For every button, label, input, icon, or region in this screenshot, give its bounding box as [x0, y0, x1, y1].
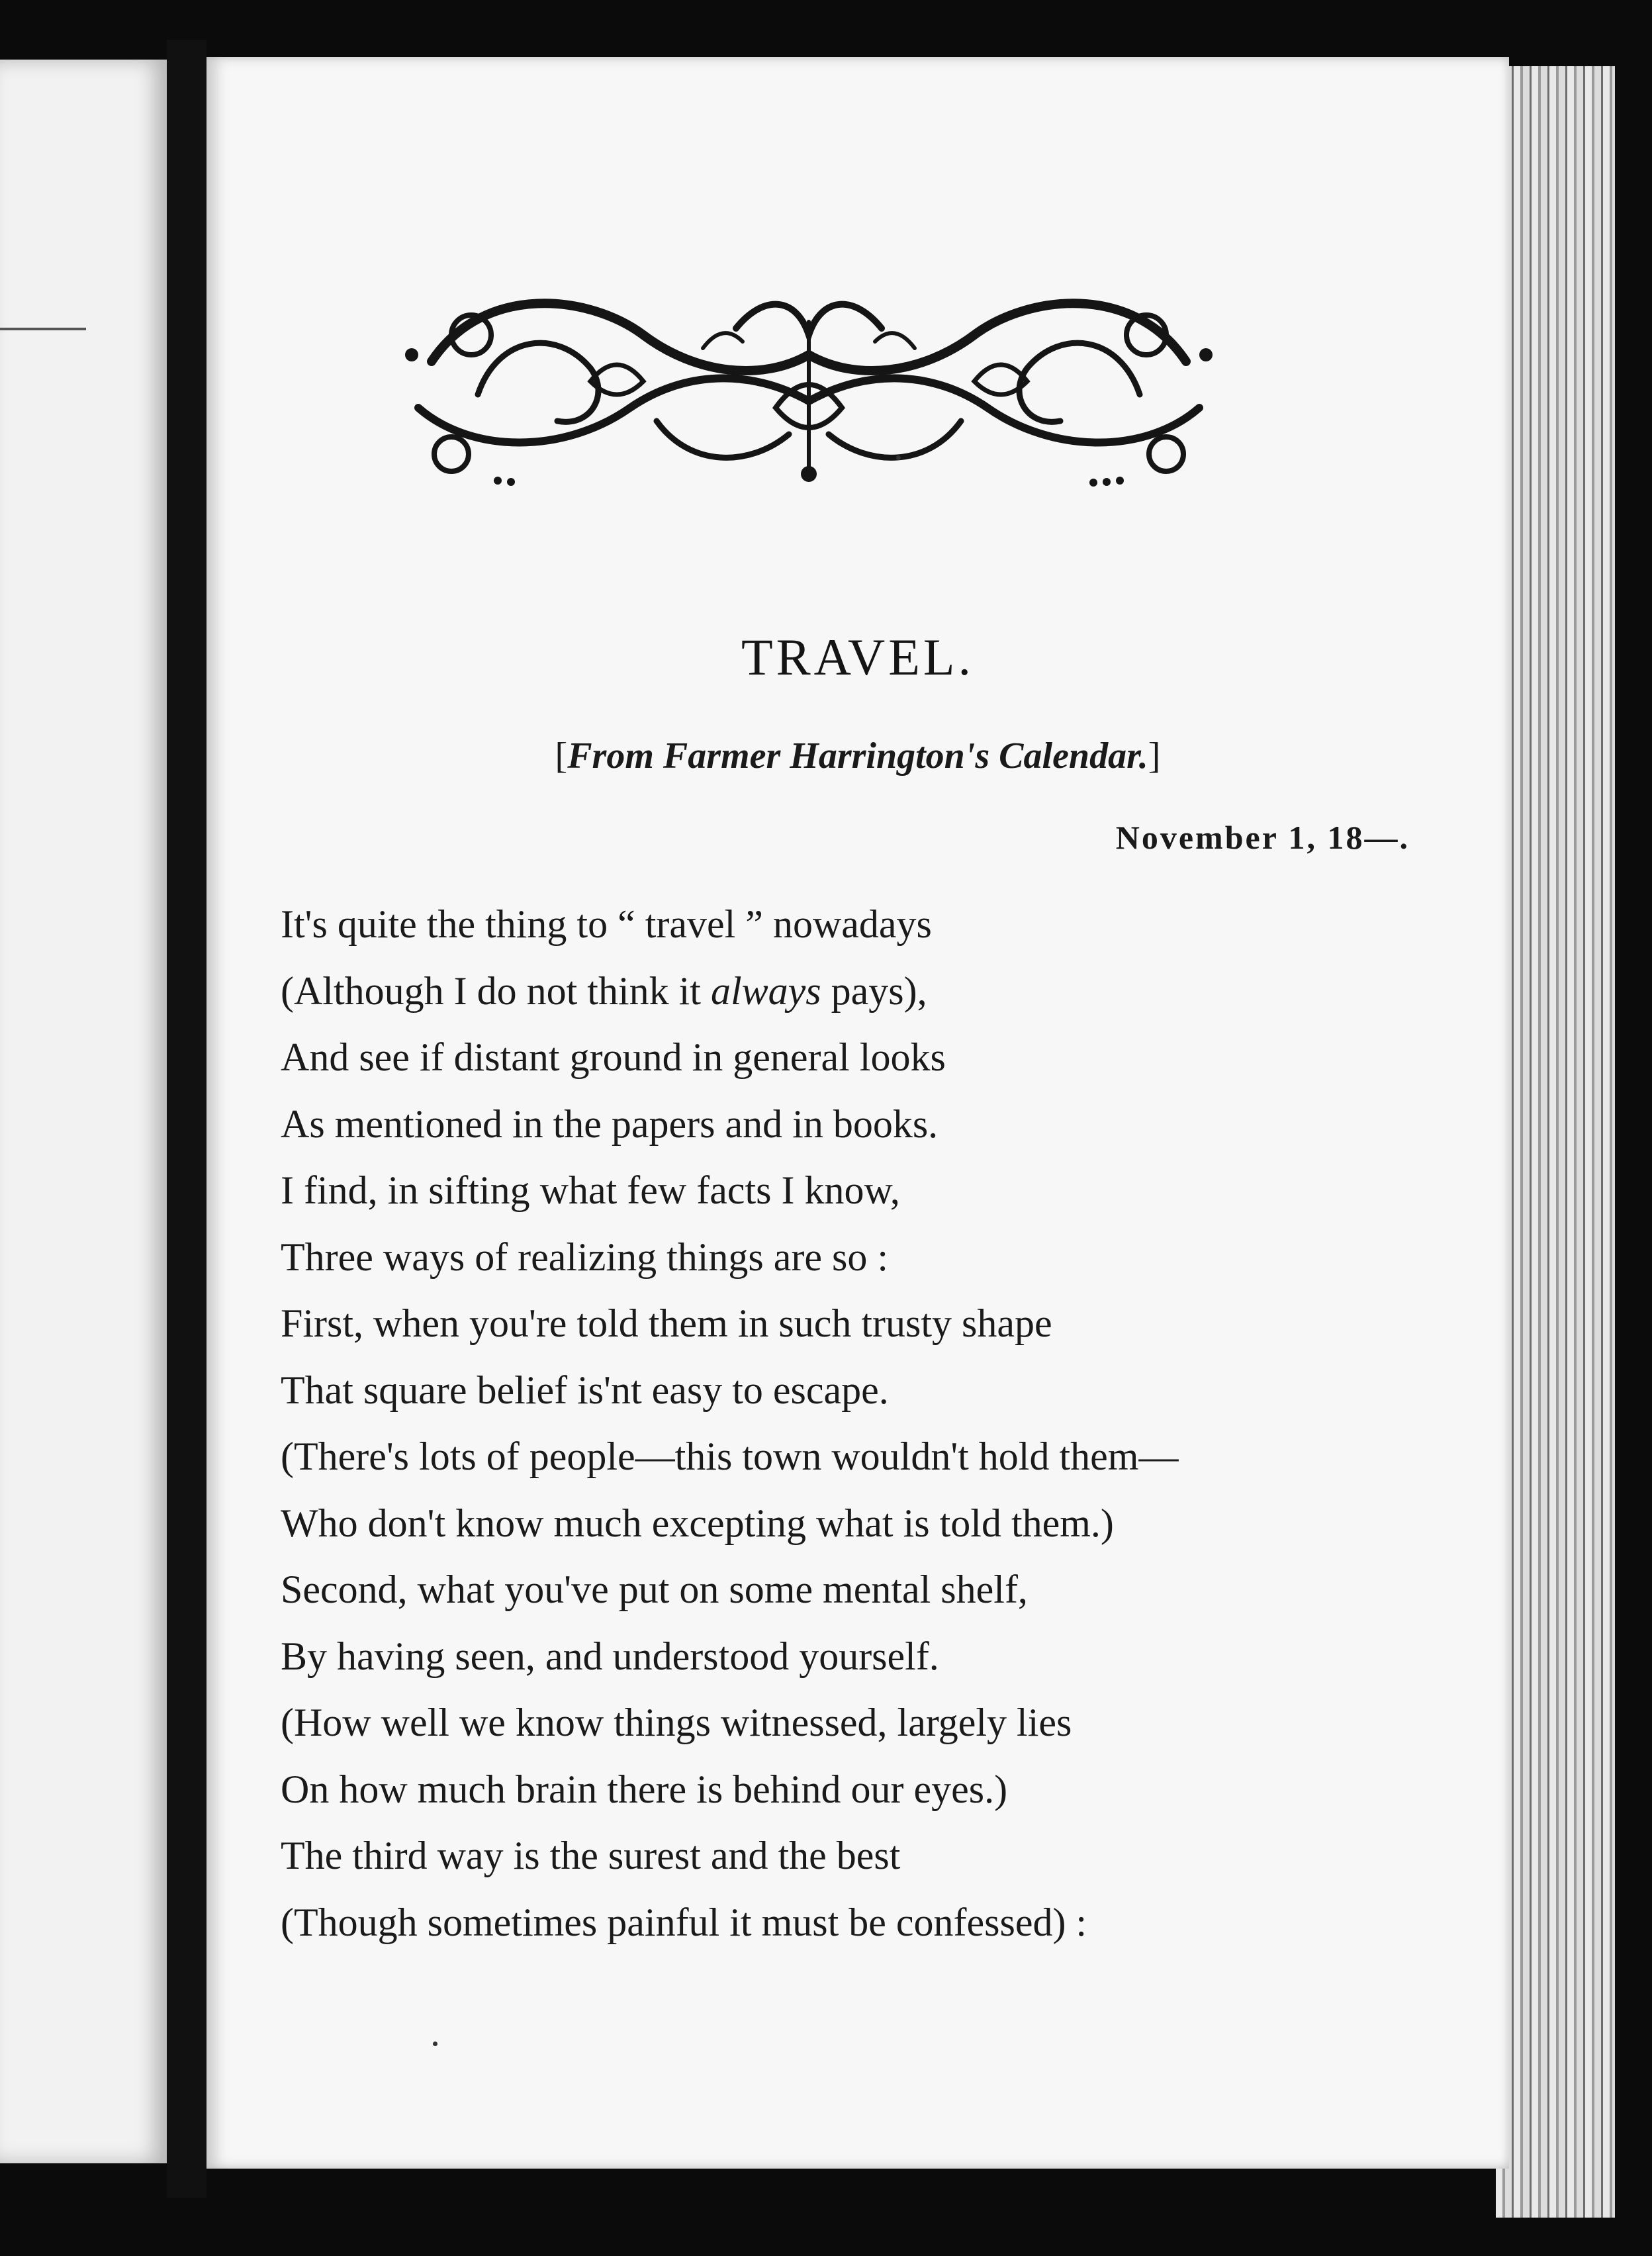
section-rule: [0, 328, 86, 330]
source-attribution: [206, 735, 1509, 777]
poem-line: First, when you're told them in such trusty shape: [281, 1301, 1052, 1345]
poem-line: (How well we know things witnessed, largely lies: [281, 1701, 1072, 1744]
poem-line: On how much brain there is behind our eyes.): [281, 1767, 1008, 1811]
poem-line-1-text: quite the thing to “ travel ” nowadays: [327, 902, 932, 946]
ink-speck: [433, 2042, 437, 2046]
poem-line: Who don't know much excepting what is told them.): [281, 1501, 1114, 1545]
entry-date: [206, 818, 1509, 857]
poem-line: And see if distant ground in general looks: [281, 1035, 946, 1079]
poem-body: [281, 891, 1485, 1955]
poem-line-2-emphasis: always: [710, 968, 821, 1013]
previous-page: [0, 60, 167, 2163]
poem-first-word: It's: [281, 902, 328, 946]
poem-line-2: [281, 958, 1485, 1025]
source-text: From Farmer Harrington's Calendar.: [567, 735, 1148, 776]
source-bracket-close: ]: [1148, 735, 1161, 776]
poem-line: Second, what you've put on some mental shelf,: [281, 1568, 1028, 1611]
poem-line-2-b: pays),: [821, 968, 927, 1013]
poem-line-2-a: (Although I do not think it: [281, 968, 711, 1013]
book-page: [206, 57, 1509, 2169]
poem-line: As mentioned in the papers and in books.: [281, 1102, 939, 1146]
poem-line: The third way is the surest and the best: [281, 1834, 901, 1877]
poem-line: By having seen, and understood yourself.: [281, 1634, 939, 1678]
poem-title: TRAVEL.: [741, 628, 975, 686]
poem-line: Three ways of realizing things are so :: [281, 1235, 889, 1279]
poem-line: That square belief is'nt easy to escape.: [281, 1368, 889, 1412]
poem-line-1: [281, 891, 1485, 958]
poem-line: (Though sometimes painful it must be confessed) :: [281, 1900, 1087, 1944]
source-bracket-open: [: [555, 735, 568, 776]
edge-shadow: [1615, 40, 1652, 2256]
poem-line: I find, in sifting what few facts I know,: [281, 1168, 900, 1212]
ink-speck: [896, 455, 901, 460]
entry-date-text: November 1, 18—.: [1115, 819, 1410, 856]
poem-line: (There's lots of people—this town wouldn't hold them—: [281, 1434, 1179, 1478]
book-gutter: [167, 40, 206, 2198]
ornament-headpiece: [392, 256, 1226, 500]
